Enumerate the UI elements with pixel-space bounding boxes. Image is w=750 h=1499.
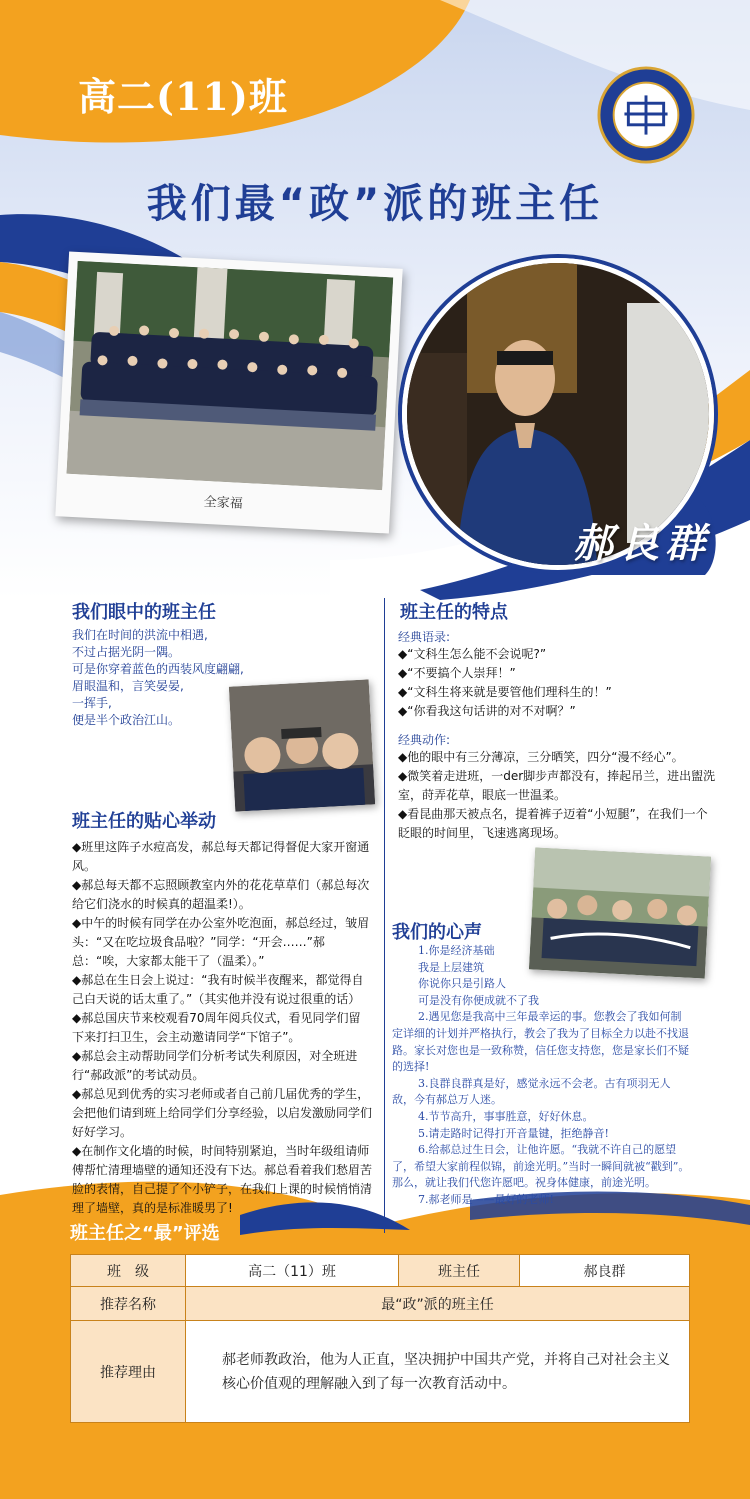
table-row — [71, 1321, 690, 1423]
caring-item: ◆郝总见到优秀的实习老师或者自己前几届优秀的学生，会把他们请到班上给同学们分享经验，以启发激励同学们好好学习。 — [72, 1087, 373, 1139]
traits-quotes — [398, 645, 718, 721]
caring-item: ◆郝总每天都不忘照顾教室内外的花花草草们（郝总每次给它们浇水的时候真的超温柔!）。 — [72, 878, 370, 911]
voice-item: 可是没有你便成就不了我 — [418, 993, 539, 1007]
quote-item: ◆“文科生怎么能不会说呢?” — [398, 647, 547, 661]
action-item: ◆微笑着走进班，一der脚步声都没有，捧起吊兰，进出盥洗室，莳弄花草，眼底一世温柔。 — [398, 769, 716, 802]
action-item: ◆他的眼中有三分薄凉，三分晒笑，四分“漫不经心”。 — [398, 750, 684, 764]
voice-item: 4.节节高升，事事胜意，好好休息。 — [418, 1109, 594, 1123]
table-row — [71, 1287, 690, 1321]
voice-item: 6.给郝总过生日会，让他许愿。“我就不许自己的愿望了，希望大家前程似锦，前途光明。”当时一瞬间就被“戳到”。那么，就让我们代您许愿吧。祝身体健康，前途光明。 — [392, 1143, 690, 1190]
voice-item: 1.你是经济基础 — [418, 944, 495, 957]
action-item: ◆看昆曲那天被点名，提着裤子迈着“小短腿”，在我们一个眨眼的时间里，飞速逃离现场。 — [398, 807, 708, 840]
evaluation-table — [70, 1254, 690, 1423]
class-selfie-photo — [229, 679, 375, 811]
voice-item: 3.良群良群真是好，感觉永远不会老。古有项羽无人敌，今有郝总万人迷。 — [392, 1076, 671, 1107]
quote-item: ◆“文科生将来就是要管他们理科生的！” — [398, 685, 612, 699]
voice-list — [392, 943, 692, 1209]
traits-actions — [398, 748, 718, 843]
eyes-line: 可是你穿着蓝色的西装风度翩翩, — [72, 662, 244, 676]
eyes-line: 不过占据光阴一隅。 — [72, 645, 181, 659]
class-label-cell: 班 级 — [71, 1255, 186, 1287]
caring-list — [72, 838, 372, 1218]
voice-item: 5.请走路时记得打开音量键，拒绝静音! — [418, 1126, 609, 1140]
quotes-label: 经典语录: — [398, 630, 451, 644]
caring-item: ◆班里这阵子水痘高发，郝总每天都记得督促大家开窗通风。 — [72, 840, 370, 873]
column-divider — [384, 598, 385, 1233]
eyes-line: 眉眼温和，言笑晏晏, — [72, 679, 184, 693]
class-name-title: 高二(11)班 — [78, 74, 288, 119]
teacher-value-cell: 郝良群 — [520, 1255, 690, 1287]
caring-item: ◆郝总会主动帮助同学们分析考试失利原因，对全班进行“郝政派”的考试动员。 — [72, 1049, 358, 1082]
section-heading-evaluation: 班主任之“最”评选 — [70, 1223, 220, 1244]
group-photo-frame — [55, 251, 402, 533]
caring-item: ◆在制作文化墙的时候，时间特别紧迫，当时年级组请师傅帮忙清理墙壁的通知还没有下达。郝总看着我们愁眉苦脸的表情，自己提了个小铲子，在我们上课的时候悄悄清理了墙壁，真的是标准暖男了! — [72, 1144, 373, 1215]
teacher-label-cell: 班主任 — [399, 1255, 520, 1287]
caring-item: ◆郝总国庆节来校观看70周年阅兵仪式，看见同学们留下来打扫卫生，会主动邀请同学“下馆子”。 — [72, 1011, 361, 1044]
group-photo-caption: 全家福 — [203, 494, 244, 512]
voice-item: 我是上层建筑 — [418, 960, 484, 974]
quote-item: ◆“不要搞个人崇拜！” — [398, 666, 516, 680]
class-value-cell: 高二（11）班 — [186, 1255, 399, 1287]
eyes-line: 一挥手, — [72, 696, 112, 710]
voice-item: 7.郝老师是——最好的老师! — [418, 1192, 554, 1206]
main-title: 我们最“政”派的班主任 — [146, 181, 604, 227]
nomination-value-cell: 最“政”派的班主任 — [186, 1287, 690, 1321]
caring-item: ◆郝总在生日会上说过：“我有时候半夜醒来，都觉得自己白天说的话太重了。”（其实他并没有说过很重的话） — [72, 973, 364, 1006]
section-heading-traits: 班主任的特点 — [400, 602, 508, 623]
school-emblem-icon — [597, 66, 695, 164]
reason-value-cell: 郝老师教政治，他为人正直，坚决拥护中国共产党，并将自己对社会主义核心价值观的理解融入到了每一次教育活动中。 — [186, 1321, 690, 1423]
reason-label-cell: 推荐理由 — [71, 1321, 186, 1423]
eyes-line: 便是半个政治江山。 — [72, 713, 181, 727]
table-row — [71, 1255, 690, 1287]
caring-item: ◆中午的时候有同学在办公室外吃泡面，郝总经过，皱眉头：“又在吃垃圾食品啦？”同学：“开会……”郝总：“唉，大家都太能干了（温柔）。” — [72, 916, 370, 968]
actions-label: 经典动作: — [398, 733, 451, 747]
voice-item: 你说你只是引路人 — [418, 977, 506, 991]
section-heading-caring: 班主任的贴心举动 — [72, 811, 216, 832]
teacher-name-banner: 郝良群 — [573, 520, 711, 567]
section-heading-eyes: 我们眼中的班主任 — [72, 602, 216, 623]
voice-item: 2.遇见您是我高中三年最幸运的事。您教会了我如何制定详细的计划并严格执行，教会了我为了目标全力以赴不找退路。家长对您也是一致称赞，信任您支持您，您是家长们不疑的选择! — [392, 1010, 689, 1074]
quote-item: ◆“你看我这句话讲的对不对啊？” — [398, 704, 576, 718]
group-photo — [67, 261, 394, 490]
eyes-line: 我们在时间的洪流中相遇, — [72, 628, 208, 642]
section-heading-voice: 我们的心声 — [392, 922, 482, 943]
nomination-label-cell: 推荐名称 — [71, 1287, 186, 1321]
